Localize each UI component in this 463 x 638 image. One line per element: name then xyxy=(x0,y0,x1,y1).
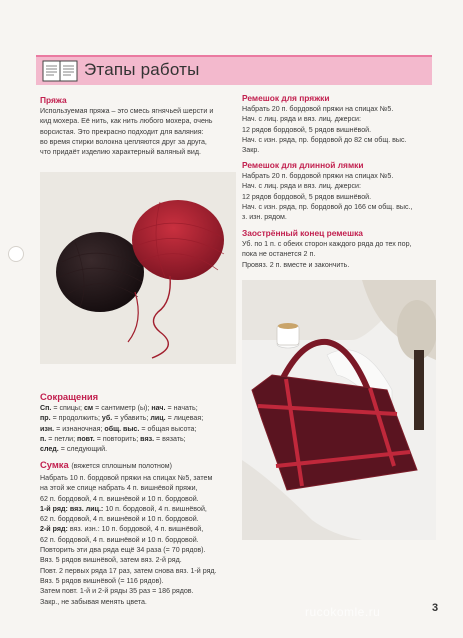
pointed-end-section xyxy=(242,228,438,270)
text-segment: Вяз. 5 рядов вишнёвой, затем вяз. 2-й ряд. xyxy=(40,556,182,565)
instruction-line xyxy=(40,403,236,413)
term: нач. xyxy=(151,404,166,412)
strap-buckle-section xyxy=(242,93,438,155)
text-segment: Набрать 10 п. бордовой пряжи на спицах №5, затем xyxy=(40,474,213,482)
strap-line: Нач. с лиц. ряда и вяз. лиц. джерси: xyxy=(242,115,361,124)
term: п. xyxy=(40,434,47,443)
yarn-line: во время стирки волокна цепляются друг за друга, xyxy=(40,137,207,146)
yarn-section xyxy=(40,95,236,157)
text-segment: Закр., не забывая менять цвета. xyxy=(40,597,147,606)
term: уб. xyxy=(101,414,113,423)
text-segment: 62 п. бордовой, 4 п. вишнёвой и 10 п. бордовой. xyxy=(40,515,199,524)
instruction-line xyxy=(40,597,236,607)
term: пр. xyxy=(40,414,51,423)
text-segment: = убавить; xyxy=(112,414,151,423)
term: см xyxy=(83,404,94,412)
strap-long-title: Ремешок для длинной лямки xyxy=(242,160,364,170)
strap-line: Закр. xyxy=(242,146,260,155)
term: вяз. xyxy=(140,434,155,443)
pointed-line: Уб. по 1 п. с обеих сторон каждого ряда до тех пор, xyxy=(242,240,412,248)
strap-line: Набрать 20 п. бордовой пряжи на спицах №5. xyxy=(242,105,394,113)
text-segment: = начать; xyxy=(165,404,198,412)
instruction-line xyxy=(40,535,236,545)
yarn-balls-photo xyxy=(40,172,236,364)
yarn-line: ворсистая. Это прекрасно подходит для валяния: xyxy=(40,127,204,136)
pointed-end-title: Заострённый конец ремешка xyxy=(242,228,363,238)
term: 2-й ряд: xyxy=(40,525,68,534)
bag-instructions xyxy=(40,473,236,607)
instruction-line xyxy=(40,424,236,434)
page-number: 3 xyxy=(432,602,439,614)
strap-long-line: з. изн. рядом. xyxy=(242,213,287,222)
term: след. xyxy=(40,445,59,454)
yarn-title: Пряжа xyxy=(40,95,67,105)
text-segment: = продолжить; xyxy=(50,414,102,423)
instruction-line xyxy=(40,413,236,423)
text-segment: = следующий. xyxy=(58,445,108,454)
text-segment: Повт. 2 первых ряда 17 раз, затем снова вяз. 1-й ряд. xyxy=(40,566,217,575)
strap-line: 12 рядов бордовой, 5 рядов вишнёвой. xyxy=(242,125,372,134)
bag-section xyxy=(40,459,236,607)
text-segment: 62 п. бордовой, 4 п. вишнёвой и 10 п. бордовой. xyxy=(40,494,199,503)
text-segment: Повторить эти два ряда ещё 34 раза (= 70 рядов). xyxy=(40,546,206,555)
binder-hole xyxy=(8,246,24,262)
instruction-line xyxy=(40,483,236,493)
yarn-line: кид мохера. Её нить, как нить любого мохера, очень xyxy=(40,117,213,126)
strap-long-line: 12 рядов бордовой, 5 рядов вишнёвой. xyxy=(242,192,372,201)
text-segment: = общая высота; xyxy=(139,424,197,433)
abbreviations-list xyxy=(40,403,236,454)
text-segment: Затем повт. 1-й и 2-й ряды 35 раз = 186 рядов. xyxy=(40,587,194,596)
term: Сп. xyxy=(40,404,52,412)
text-segment: = спицы; xyxy=(51,404,84,412)
instruction-line xyxy=(40,586,236,596)
strap-line: Нач. с изн. ряда, пр. бордовой до 82 см общ. выс. xyxy=(242,135,407,144)
text-segment: 62 п. бордовой, 4 п. вишнёвой и 10 п. бордовой. xyxy=(40,535,199,544)
pointed-line: пока не останется 2 п. xyxy=(242,250,316,259)
strap-long-section xyxy=(242,160,438,222)
text-segment: на этой же спице набрать 4 п. вишнёвой пряжи, xyxy=(40,484,198,493)
strap-long-line: Набрать 20 п. бордовой пряжи на спицах №5. xyxy=(242,172,394,180)
instruction-line xyxy=(40,473,236,483)
text-segment: = изнаночная; xyxy=(54,424,105,433)
instruction-line xyxy=(40,566,236,576)
instruction-line xyxy=(40,576,236,586)
term: общ. выс. xyxy=(104,424,140,433)
watermark: rucokomle.ru xyxy=(305,605,381,619)
term: лиц. xyxy=(150,414,166,423)
yarn-text xyxy=(40,106,236,157)
bag-photo xyxy=(242,280,436,540)
text-segment: = повторить; xyxy=(94,434,141,443)
instruction-line xyxy=(40,514,236,524)
bag-subtitle: (вяжется сплошным полотном) xyxy=(71,463,172,470)
strap-long-line: Нач. с изн. ряда, пр. бордовой до 166 см общ. выс., xyxy=(242,202,413,211)
strap-long-line: Нач. с лиц. ряда и вяз. лиц. джерси: xyxy=(242,182,361,191)
term: повт. xyxy=(77,434,95,443)
yarn-line: Используемая пряжа – это смесь ягнячьей шерсти и xyxy=(40,107,214,115)
notebook-icon xyxy=(42,59,78,83)
text-segment: 10 п. бордовой, 4 п. вишнёвой, xyxy=(103,504,207,513)
term: 1-й ряд: вяз. лиц.: xyxy=(40,504,104,513)
yarn-line: что придаёт изделию характерный валяный вид. xyxy=(40,148,201,157)
instruction-line xyxy=(40,524,236,534)
strap-buckle-title: Ремешок для пряжки xyxy=(242,93,330,103)
text-segment: = петли; xyxy=(46,434,78,443)
instruction-line xyxy=(40,504,236,514)
instruction-line xyxy=(40,555,236,565)
instruction-line xyxy=(40,434,236,444)
text-segment: = лицевая; xyxy=(165,414,204,423)
abbreviations-title: Сокращения xyxy=(40,391,99,402)
instruction-line xyxy=(40,545,236,555)
bag-title: Сумка xyxy=(40,459,69,470)
text-segment: вяз. изн.: 10 п. бордовой, 4 п. вишнёвой, xyxy=(67,525,204,534)
instruction-line xyxy=(40,444,236,454)
text-segment: = вязать; xyxy=(154,434,186,443)
text-segment: Вяз. 5 рядов вишнёвой (= 116 рядов). xyxy=(40,576,164,585)
term: изн. xyxy=(40,424,55,433)
text-segment: = сантиметр (ы); xyxy=(93,404,152,412)
abbreviations-section xyxy=(40,391,236,454)
page-title: Этапы работы xyxy=(84,60,200,79)
pointed-line: Провяз. 2 п. вместе и закончить. xyxy=(242,260,350,269)
bag-title-line xyxy=(40,459,236,473)
instruction-line xyxy=(40,494,236,504)
